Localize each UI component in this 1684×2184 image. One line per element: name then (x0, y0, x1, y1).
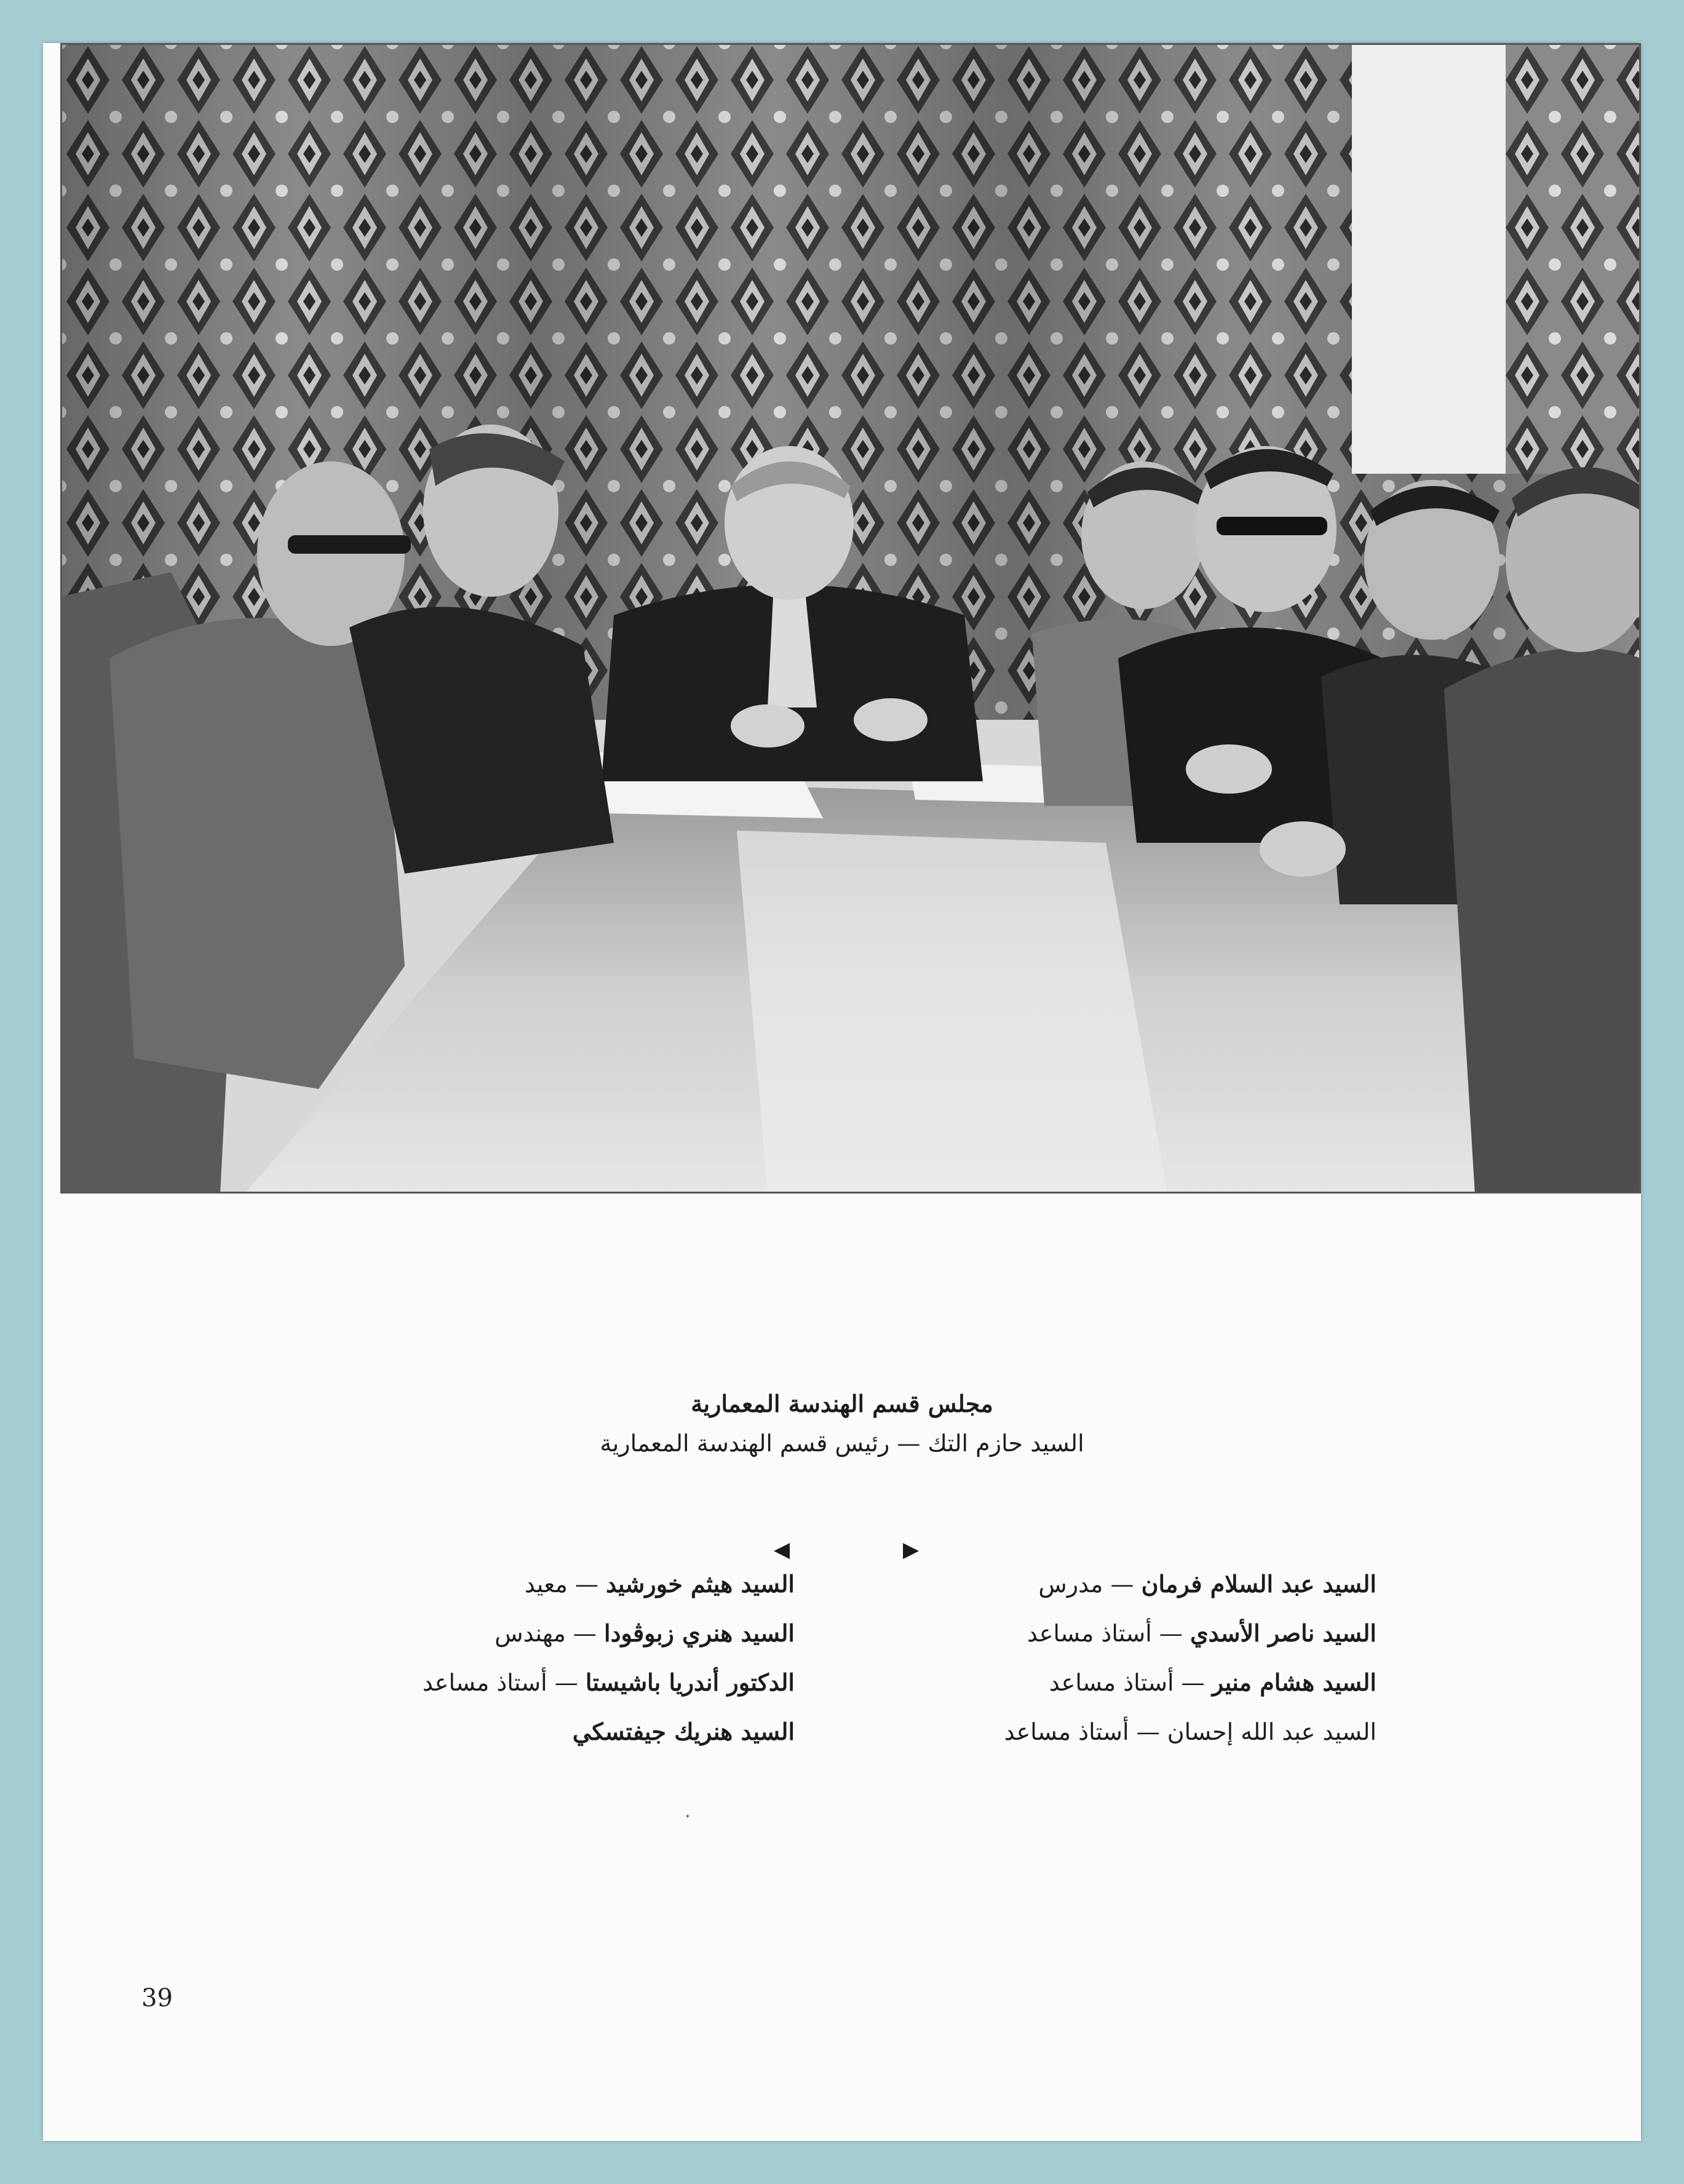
member-role: — مدرس (1038, 1571, 1134, 1598)
member-row (423, 1609, 795, 1658)
page-number: 39 (141, 1984, 173, 2012)
member-role: — أستاذ مساعد (422, 1669, 578, 1696)
group-photo (60, 43, 1641, 1194)
member-role: — أستاذ مساعد (1027, 1620, 1183, 1647)
photo-caption (43, 1384, 1641, 1463)
member-name: السيد عبد الله إحسان (1167, 1718, 1376, 1745)
member-role: — مهندس (494, 1620, 597, 1647)
member-role: — معيد (524, 1571, 598, 1598)
member-name: السيد هيثم خورشيد (606, 1570, 795, 1598)
caption-department-head: السيد حازم التك — رئيس قسم الهندسة المعمارية (600, 1430, 1084, 1457)
member-row (423, 1707, 795, 1756)
left-column-arrow: ◀ (774, 1537, 790, 1562)
member-name: السيد ناصر الأسدي (1190, 1619, 1376, 1647)
member-row (1004, 1658, 1376, 1707)
member-row (423, 1658, 795, 1707)
member-name: السيد هشام منير (1212, 1668, 1376, 1696)
member-name: السيد هنريك جيفتسكي (572, 1718, 795, 1745)
member-row (1004, 1609, 1376, 1658)
caption-title: مجلس قسم الهندسة المعمارية (691, 1390, 993, 1417)
member-name: الدكتور أندريا باشيستا (585, 1668, 795, 1696)
member-name: السيد عبد السلام فرمان (1141, 1570, 1376, 1598)
print-speck (686, 1815, 689, 1817)
meeting-photograph (60, 43, 1641, 1194)
members-left-column (423, 1560, 795, 1756)
member-role: — أستاذ مساعد (1004, 1718, 1160, 1745)
members-right-column (1004, 1560, 1376, 1756)
member-row (1004, 1560, 1376, 1609)
member-name: السيد هنري زبوڤودا (604, 1619, 795, 1647)
document-page (43, 43, 1641, 2141)
member-role: — أستاذ مساعد (1049, 1669, 1205, 1696)
member-row (423, 1560, 795, 1609)
right-column-arrow: ▶ (903, 1537, 919, 1562)
member-row (1004, 1707, 1376, 1756)
